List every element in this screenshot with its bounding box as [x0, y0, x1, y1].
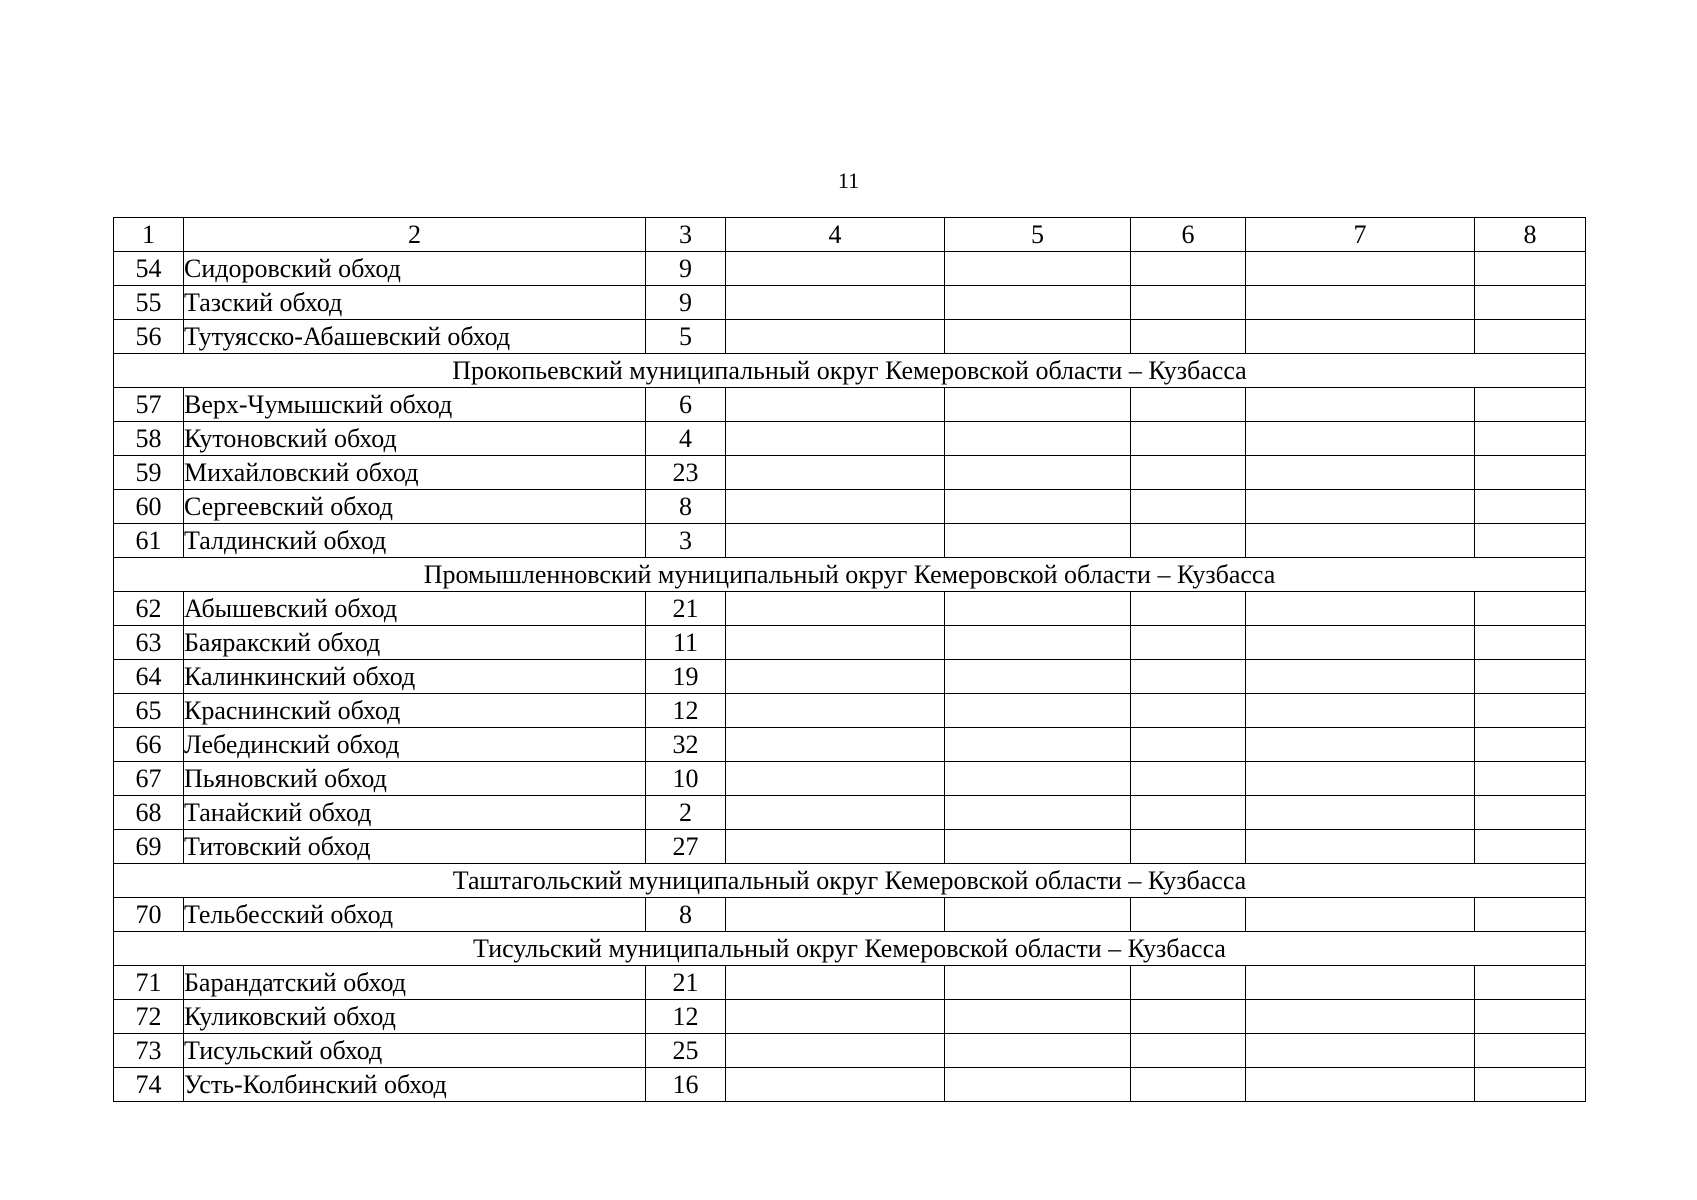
empty-cell	[1475, 422, 1586, 456]
empty-cell	[726, 762, 945, 796]
table-row	[114, 966, 1586, 1000]
table-row	[114, 626, 1586, 660]
district-name: Абышевский обход	[184, 592, 646, 626]
empty-cell	[1246, 966, 1475, 1000]
empty-cell	[1475, 592, 1586, 626]
empty-cell	[1131, 286, 1246, 320]
table-row	[114, 490, 1586, 524]
empty-cell	[1246, 762, 1475, 796]
section-title: Тисульский муниципальный округ Кемеровской области – Кузбасса	[114, 932, 1586, 966]
quarter-count: 5	[646, 320, 726, 354]
empty-cell	[945, 286, 1131, 320]
empty-cell	[1131, 728, 1246, 762]
column-header: 8	[1475, 218, 1586, 252]
quarter-count: 27	[646, 830, 726, 864]
empty-cell	[1131, 422, 1246, 456]
empty-cell	[1131, 898, 1246, 932]
empty-cell	[1246, 1000, 1475, 1034]
empty-cell	[1475, 796, 1586, 830]
row-number: 63	[114, 626, 184, 660]
row-number: 71	[114, 966, 184, 1000]
empty-cell	[1246, 286, 1475, 320]
district-name: Титовский обход	[184, 830, 646, 864]
empty-cell	[1475, 1034, 1586, 1068]
empty-cell	[945, 898, 1131, 932]
empty-cell	[945, 728, 1131, 762]
table-row	[114, 762, 1586, 796]
empty-cell	[1475, 660, 1586, 694]
empty-cell	[726, 456, 945, 490]
quarter-count: 21	[646, 966, 726, 1000]
empty-cell	[945, 830, 1131, 864]
quarter-count: 6	[646, 388, 726, 422]
empty-cell	[1475, 966, 1586, 1000]
column-header: 2	[184, 218, 646, 252]
section-title: Таштагольский муниципальный округ Кемеровской области – Кузбасса	[114, 864, 1586, 898]
district-name: Куликовский обход	[184, 1000, 646, 1034]
row-number: 69	[114, 830, 184, 864]
empty-cell	[945, 694, 1131, 728]
district-name: Усть-Колбинский обход	[184, 1068, 646, 1102]
empty-cell	[1475, 388, 1586, 422]
row-number: 62	[114, 592, 184, 626]
table-row	[114, 1068, 1586, 1102]
row-number: 56	[114, 320, 184, 354]
quarter-count: 9	[646, 286, 726, 320]
quarter-count: 4	[646, 422, 726, 456]
empty-cell	[1475, 252, 1586, 286]
district-name: Барандатский обход	[184, 966, 646, 1000]
row-number: 70	[114, 898, 184, 932]
empty-cell	[945, 762, 1131, 796]
empty-cell	[1246, 830, 1475, 864]
row-number: 66	[114, 728, 184, 762]
table-header-row	[114, 218, 1586, 252]
quarter-count: 12	[646, 1000, 726, 1034]
empty-cell	[945, 796, 1131, 830]
quarter-count: 2	[646, 796, 726, 830]
empty-cell	[1246, 898, 1475, 932]
empty-cell	[1475, 898, 1586, 932]
row-number: 58	[114, 422, 184, 456]
district-name: Лебединский обход	[184, 728, 646, 762]
district-name: Верх-Чумышский обход	[184, 388, 646, 422]
quarter-count: 8	[646, 898, 726, 932]
empty-cell	[1246, 728, 1475, 762]
empty-cell	[1246, 320, 1475, 354]
empty-cell	[1131, 660, 1246, 694]
quarter-count: 10	[646, 762, 726, 796]
empty-cell	[945, 626, 1131, 660]
empty-cell	[1475, 286, 1586, 320]
empty-cell	[726, 1000, 945, 1034]
quarter-count: 32	[646, 728, 726, 762]
table-row	[114, 830, 1586, 864]
empty-cell	[945, 1068, 1131, 1102]
empty-cell	[726, 660, 945, 694]
empty-cell	[726, 422, 945, 456]
empty-cell	[726, 694, 945, 728]
quarter-count: 19	[646, 660, 726, 694]
table-body	[114, 218, 1586, 1102]
empty-cell	[726, 1068, 945, 1102]
empty-cell	[945, 660, 1131, 694]
table-row	[114, 1000, 1586, 1034]
empty-cell	[1131, 524, 1246, 558]
column-header: 6	[1131, 218, 1246, 252]
district-name: Михайловский обход	[184, 456, 646, 490]
empty-cell	[1131, 1034, 1246, 1068]
page-number: 11	[837, 168, 860, 193]
column-header: 3	[646, 218, 726, 252]
empty-cell	[726, 830, 945, 864]
empty-cell	[1246, 456, 1475, 490]
section-title: Прокопьевский муниципальный округ Кемеровской области – Кузбасса	[114, 354, 1586, 388]
section-header-row	[114, 932, 1586, 966]
section-title: Промышленновский муниципальный округ Кемеровской области – Кузбасса	[114, 558, 1586, 592]
empty-cell	[726, 898, 945, 932]
empty-cell	[726, 626, 945, 660]
empty-cell	[1131, 320, 1246, 354]
empty-cell	[726, 286, 945, 320]
empty-cell	[1246, 388, 1475, 422]
table-row	[114, 728, 1586, 762]
column-header: 4	[726, 218, 945, 252]
empty-cell	[945, 1034, 1131, 1068]
empty-cell	[1475, 524, 1586, 558]
empty-cell	[1246, 252, 1475, 286]
empty-cell	[945, 592, 1131, 626]
row-number: 64	[114, 660, 184, 694]
row-number: 74	[114, 1068, 184, 1102]
quarter-count: 11	[646, 626, 726, 660]
district-name: Пьяновский обход	[184, 762, 646, 796]
district-name: Краснинский обход	[184, 694, 646, 728]
district-name: Тутуясско-Абашевский обход	[184, 320, 646, 354]
empty-cell	[1131, 966, 1246, 1000]
empty-cell	[726, 252, 945, 286]
empty-cell	[1475, 626, 1586, 660]
row-number: 57	[114, 388, 184, 422]
quarter-count: 16	[646, 1068, 726, 1102]
empty-cell	[1131, 626, 1246, 660]
district-name: Талдинский обход	[184, 524, 646, 558]
empty-cell	[726, 592, 945, 626]
empty-cell	[1131, 796, 1246, 830]
row-number: 54	[114, 252, 184, 286]
empty-cell	[1131, 456, 1246, 490]
row-number: 73	[114, 1034, 184, 1068]
quarter-count: 23	[646, 456, 726, 490]
row-number: 68	[114, 796, 184, 830]
empty-cell	[726, 728, 945, 762]
table-row	[114, 286, 1586, 320]
table-row	[114, 388, 1586, 422]
quarter-count: 9	[646, 252, 726, 286]
empty-cell	[1246, 660, 1475, 694]
empty-cell	[1246, 626, 1475, 660]
district-name: Калинкинский обход	[184, 660, 646, 694]
empty-cell	[1475, 490, 1586, 524]
quarter-count: 8	[646, 490, 726, 524]
district-name: Сергеевский обход	[184, 490, 646, 524]
empty-cell	[726, 524, 945, 558]
section-header-row	[114, 558, 1586, 592]
empty-cell	[726, 1034, 945, 1068]
row-number: 61	[114, 524, 184, 558]
empty-cell	[1475, 1000, 1586, 1034]
empty-cell	[945, 456, 1131, 490]
empty-cell	[945, 1000, 1131, 1034]
row-number: 55	[114, 286, 184, 320]
empty-cell	[1246, 1068, 1475, 1102]
row-number: 72	[114, 1000, 184, 1034]
column-header: 5	[945, 218, 1131, 252]
empty-cell	[1131, 252, 1246, 286]
district-name: Баяракский обход	[184, 626, 646, 660]
district-name: Кутоновский обход	[184, 422, 646, 456]
empty-cell	[1131, 1068, 1246, 1102]
row-number: 65	[114, 694, 184, 728]
empty-cell	[1131, 388, 1246, 422]
table-row	[114, 524, 1586, 558]
quarter-count: 3	[646, 524, 726, 558]
district-name: Тазский обход	[184, 286, 646, 320]
empty-cell	[945, 966, 1131, 1000]
empty-cell	[726, 320, 945, 354]
empty-cell	[726, 796, 945, 830]
quarter-count: 25	[646, 1034, 726, 1068]
empty-cell	[1131, 694, 1246, 728]
district-name: Танайский обход	[184, 796, 646, 830]
empty-cell	[945, 320, 1131, 354]
table-row	[114, 694, 1586, 728]
empty-cell	[945, 422, 1131, 456]
empty-cell	[1475, 320, 1586, 354]
table-row	[114, 660, 1586, 694]
district-name: Сидоровский обход	[184, 252, 646, 286]
quarter-count: 12	[646, 694, 726, 728]
row-number: 60	[114, 490, 184, 524]
district-name: Тисульский обход	[184, 1034, 646, 1068]
empty-cell	[945, 490, 1131, 524]
table-row	[114, 1034, 1586, 1068]
empty-cell	[1246, 422, 1475, 456]
empty-cell	[726, 388, 945, 422]
empty-cell	[1475, 830, 1586, 864]
table-row	[114, 320, 1586, 354]
table-row	[114, 252, 1586, 286]
row-number: 67	[114, 762, 184, 796]
table-row	[114, 456, 1586, 490]
empty-cell	[1131, 592, 1246, 626]
empty-cell	[1246, 694, 1475, 728]
empty-cell	[1131, 762, 1246, 796]
empty-cell	[1131, 490, 1246, 524]
empty-cell	[1475, 1068, 1586, 1102]
table-row	[114, 898, 1586, 932]
column-header: 1	[114, 218, 184, 252]
empty-cell	[726, 966, 945, 1000]
empty-cell	[1246, 796, 1475, 830]
empty-cell	[1475, 694, 1586, 728]
empty-cell	[1131, 1000, 1246, 1034]
column-header: 7	[1246, 218, 1475, 252]
empty-cell	[1131, 830, 1246, 864]
empty-cell	[945, 388, 1131, 422]
quarter-count: 21	[646, 592, 726, 626]
empty-cell	[726, 490, 945, 524]
row-number: 59	[114, 456, 184, 490]
district-name: Тельбесский обход	[184, 898, 646, 932]
empty-cell	[1246, 1034, 1475, 1068]
empty-cell	[1246, 490, 1475, 524]
section-header-row	[114, 354, 1586, 388]
empty-cell	[1475, 762, 1586, 796]
empty-cell	[1475, 728, 1586, 762]
empty-cell	[1246, 592, 1475, 626]
section-header-row	[114, 864, 1586, 898]
data-table	[113, 217, 1586, 1102]
empty-cell	[945, 252, 1131, 286]
empty-cell	[1246, 524, 1475, 558]
empty-cell	[1475, 456, 1586, 490]
empty-cell	[945, 524, 1131, 558]
table-row	[114, 796, 1586, 830]
table-row	[114, 422, 1586, 456]
table-row	[114, 592, 1586, 626]
